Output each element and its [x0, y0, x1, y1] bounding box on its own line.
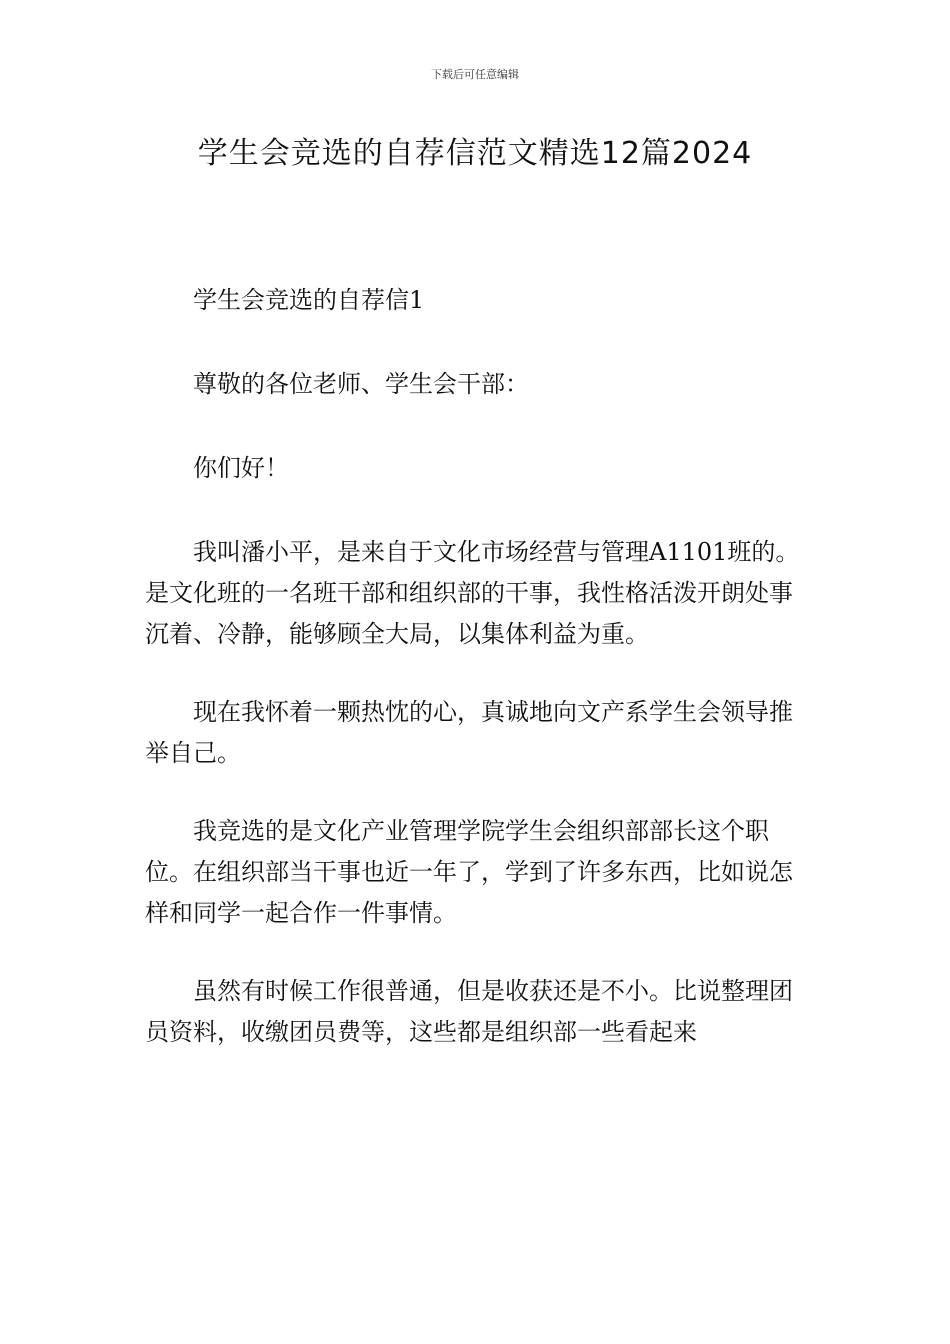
paragraph: 虽然有时候工作很普通，但是收获还是不小。比说整理团员资料，收缴团员费等，这些都是组织部一些看起来	[145, 977, 793, 1046]
paragraph: 我竞选的是文化产业管理学院学生会组织部部长这个职位。在组织部当干事也近一年了，学到了许多东西，比如说怎样和同学一起合作一件事情。	[145, 817, 793, 927]
document-title: 学生会竞选的自荐信范文精选12篇2024	[197, 136, 753, 171]
paragraph: 我叫潘小平，是来自于文化市场经营与管理A1101班的。是文化班的一名班干部和组织部的干事，我性格活泼开朗处事沉着、冷静，能够顾全大局，以集体利益为重。	[145, 538, 800, 648]
document-body	[145, 280, 815, 1090]
greeting: 你们好！	[193, 454, 289, 482]
salutation: 尊敬的各位老师、学生会干部：	[193, 370, 529, 398]
section-heading: 学生会竞选的自荐信1	[193, 286, 425, 314]
paragraph: 现在我怀着一颗热忱的心，真诚地向文产系学生会领导推举自己。	[145, 698, 793, 767]
header-note: 下载后可任意编辑	[431, 68, 519, 81]
